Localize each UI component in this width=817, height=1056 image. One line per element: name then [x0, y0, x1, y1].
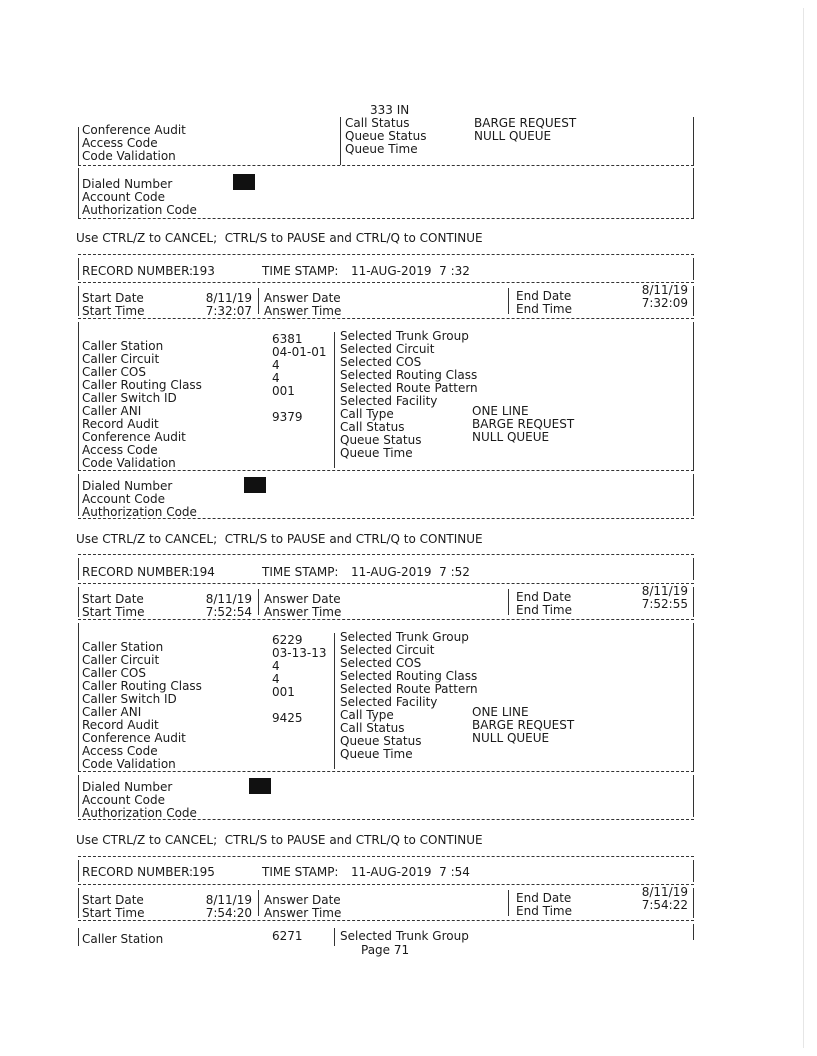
column-divider	[258, 890, 259, 916]
record-number-value: 193	[192, 264, 215, 278]
caller-switch-id-label: Caller Switch ID	[82, 391, 177, 405]
record-number-label: RECORD NUMBER:	[82, 264, 194, 278]
authorization-code-label: Authorization Code	[82, 806, 197, 820]
dialed-number-label: Dialed Number	[82, 177, 173, 191]
call-status-value: BARGE REQUEST	[472, 417, 575, 431]
left-border	[78, 127, 79, 165]
right-border	[693, 860, 694, 882]
continue-prompt: Use CTRL/Z to CANCEL; CTRL/S to PAUSE and CTRL/Q to CONTINUE	[76, 833, 483, 847]
code-validation-label: Code Validation	[82, 149, 176, 163]
record-number-label: RECORD NUMBER:	[82, 865, 194, 879]
divider-line	[78, 218, 694, 219]
right-border	[693, 587, 694, 617]
divider-line	[78, 884, 694, 885]
column-divider	[258, 589, 259, 615]
queue-time-label: Queue Time	[340, 446, 413, 460]
divider-line	[78, 165, 694, 166]
answer-date-label: Answer Date	[264, 291, 341, 305]
column-divider	[258, 288, 259, 314]
divider-line	[78, 282, 694, 283]
record-number-value: 194	[192, 565, 215, 579]
selected-trunk-group-label: Selected Trunk Group	[340, 329, 469, 343]
caller-station-value: 6271	[272, 929, 303, 943]
time-stamp-value: 11-AUG-2019 7 :54	[351, 865, 470, 879]
column-divider	[334, 332, 335, 468]
caller-cos-label: Caller COS	[82, 666, 146, 680]
divider-line	[78, 619, 694, 620]
queue-time-label: Queue Time	[340, 747, 413, 761]
call-type-label: Call Type	[340, 708, 394, 722]
end-date-label: End Date	[516, 289, 572, 303]
caller-routing-class-label: Caller Routing Class	[82, 378, 202, 392]
right-border	[693, 924, 694, 940]
access-code-label: Access Code	[82, 136, 158, 150]
selected-route-pattern-label: Selected Route Pattern	[340, 682, 478, 696]
caller-switch-id-value: 001	[272, 384, 295, 398]
divider-line	[78, 470, 694, 471]
end-date-value: 8/11/19	[641, 885, 688, 899]
queue-time-label: Queue Time	[345, 142, 418, 156]
end-time-value: 7:52:55	[641, 597, 688, 611]
selected-facility-label: Selected Facility	[340, 695, 438, 709]
left-border	[78, 558, 79, 580]
caller-switch-id-label: Caller Switch ID	[82, 692, 177, 706]
selected-trunk-group-label: Selected Trunk Group	[340, 929, 469, 943]
time-stamp-value: 11-AUG-2019 7 :52	[351, 565, 470, 579]
start-time-value: 7:32:07	[205, 304, 252, 318]
record-number-value: 195	[192, 865, 215, 879]
left-border	[78, 286, 79, 316]
selected-facility-label: Selected Facility	[340, 394, 438, 408]
caller-circuit-value: 04-01-01	[272, 345, 327, 359]
right-border	[693, 258, 694, 280]
dialed-number-label: Dialed Number	[82, 780, 173, 794]
queue-status-value: NULL QUEUE	[474, 129, 552, 143]
right-border	[693, 322, 694, 470]
selected-routing-class-label: Selected Routing Class	[340, 368, 478, 382]
start-date-label: Start Date	[82, 592, 144, 606]
divider-line	[78, 318, 694, 319]
right-border	[693, 474, 694, 516]
caller-switch-id-value: 001	[272, 685, 295, 699]
right-border	[693, 775, 694, 817]
end-date-label: End Date	[516, 590, 572, 604]
access-code-label: Access Code	[82, 744, 158, 758]
end-time-label: End Time	[516, 302, 572, 316]
end-time-label: End Time	[516, 904, 572, 918]
queue-status-label: Queue Status	[340, 734, 422, 748]
redaction-block	[244, 477, 266, 493]
selected-routing-class-label: Selected Routing Class	[340, 669, 478, 683]
start-date-value: 8/11/19	[205, 893, 252, 907]
divider-line	[78, 254, 694, 255]
time-stamp-value: 11-AUG-2019 7 :32	[351, 264, 470, 278]
divider-line	[78, 771, 694, 772]
start-date-value: 8/11/19	[205, 291, 252, 305]
call-status-label: Call Status	[340, 420, 405, 434]
time-stamp-label: TIME STAMP:	[262, 865, 339, 879]
column-divider	[508, 589, 509, 615]
selected-cos-label: Selected COS	[340, 355, 422, 369]
page-number: Page 71	[361, 943, 410, 957]
page-edge-shadow	[803, 8, 804, 1048]
time-stamp-label: TIME STAMP:	[262, 264, 339, 278]
answer-time-label: Answer Time	[264, 906, 342, 920]
divider-line	[78, 819, 694, 820]
end-date-value: 8/11/19	[641, 283, 688, 297]
call-status-value: BARGE REQUEST	[474, 116, 577, 130]
divider-line	[78, 856, 694, 857]
caller-circuit-value: 03-13-13	[272, 646, 327, 660]
caller-cos-value: 4	[272, 659, 280, 673]
conference-audit-label: Conference Audit	[82, 731, 186, 745]
caller-circuit-label: Caller Circuit	[82, 352, 160, 366]
call-status-value: BARGE REQUEST	[472, 718, 575, 732]
queue-status-label: Queue Status	[345, 129, 427, 143]
caller-station-label: Caller Station	[82, 640, 164, 654]
divider-line	[78, 583, 694, 584]
divider-line	[78, 920, 694, 921]
trunk-count: 333 IN	[370, 103, 410, 117]
caller-routing-class-value: 4	[272, 672, 280, 686]
redaction-block	[233, 174, 255, 190]
account-code-label: Account Code	[82, 190, 165, 204]
right-border	[693, 623, 694, 771]
right-border	[693, 888, 694, 918]
left-border	[78, 587, 79, 617]
call-type-label: Call Type	[340, 407, 394, 421]
caller-routing-class-label: Caller Routing Class	[82, 679, 202, 693]
record-audit-value: 9379	[272, 410, 303, 424]
selected-circuit-label: Selected Circuit	[340, 342, 435, 356]
left-border	[78, 322, 79, 470]
redaction-block	[249, 778, 271, 794]
left-border	[78, 168, 79, 218]
selected-circuit-label: Selected Circuit	[340, 643, 435, 657]
code-validation-label: Code Validation	[82, 757, 176, 771]
divider-line	[78, 518, 694, 519]
answer-date-label: Answer Date	[264, 592, 341, 606]
selected-trunk-group-label: Selected Trunk Group	[340, 630, 469, 644]
column-divider	[334, 928, 335, 946]
continue-prompt: Use CTRL/Z to CANCEL; CTRL/S to PAUSE and CTRL/Q to CONTINUE	[76, 231, 483, 245]
start-time-label: Start Time	[82, 304, 145, 318]
record-number-label: RECORD NUMBER:	[82, 565, 194, 579]
caller-station-label: Caller Station	[82, 932, 164, 946]
end-time-label: End Time	[516, 603, 572, 617]
end-date-value: 8/11/19	[641, 584, 688, 598]
left-border	[78, 623, 79, 771]
right-border	[693, 286, 694, 316]
start-date-label: Start Date	[82, 291, 144, 305]
end-time-value: 7:32:09	[641, 296, 688, 310]
caller-ani-label: Caller ANI	[82, 404, 142, 418]
selected-route-pattern-label: Selected Route Pattern	[340, 381, 478, 395]
end-time-value: 7:54:22	[641, 898, 688, 912]
column-divider	[508, 890, 509, 916]
left-border	[78, 860, 79, 882]
column-divider	[334, 633, 335, 769]
access-code-label: Access Code	[82, 443, 158, 457]
queue-status-label: Queue Status	[340, 433, 422, 447]
left-border	[78, 474, 79, 516]
left-border	[78, 928, 79, 946]
start-date-value: 8/11/19	[205, 592, 252, 606]
call-type-value: ONE LINE	[472, 705, 529, 719]
conference-audit-label: Conference Audit	[82, 430, 186, 444]
caller-cos-value: 4	[272, 358, 280, 372]
start-date-label: Start Date	[82, 893, 144, 907]
caller-station-value: 6381	[272, 332, 303, 346]
answer-time-label: Answer Time	[264, 304, 342, 318]
account-code-label: Account Code	[82, 793, 165, 807]
selected-cos-label: Selected COS	[340, 656, 422, 670]
start-time-value: 7:52:54	[205, 605, 252, 619]
end-date-label: End Date	[516, 891, 572, 905]
authorization-code-label: Authorization Code	[82, 505, 197, 519]
caller-ani-label: Caller ANI	[82, 705, 142, 719]
start-time-value: 7:54:20	[205, 906, 252, 920]
dialed-number-label: Dialed Number	[82, 479, 173, 493]
right-border	[693, 117, 694, 165]
record-audit-label: Record Audit	[82, 718, 159, 732]
divider-line	[78, 554, 694, 555]
record-audit-label: Record Audit	[82, 417, 159, 431]
queue-status-value: NULL QUEUE	[472, 430, 550, 444]
column-divider	[508, 288, 509, 314]
column-divider	[340, 117, 341, 165]
conference-audit-label: Conference Audit	[82, 123, 186, 137]
answer-time-label: Answer Time	[264, 605, 342, 619]
caller-routing-class-value: 4	[272, 371, 280, 385]
record-audit-value: 9425	[272, 711, 303, 725]
caller-cos-label: Caller COS	[82, 365, 146, 379]
call-status-label: Call Status	[345, 116, 410, 130]
right-border	[693, 558, 694, 580]
continue-prompt: Use CTRL/Z to CANCEL; CTRL/S to PAUSE and CTRL/Q to CONTINUE	[76, 532, 483, 546]
left-border	[78, 888, 79, 918]
start-time-label: Start Time	[82, 605, 145, 619]
queue-status-value: NULL QUEUE	[472, 731, 550, 745]
time-stamp-label: TIME STAMP:	[262, 565, 339, 579]
start-time-label: Start Time	[82, 906, 145, 920]
caller-circuit-label: Caller Circuit	[82, 653, 160, 667]
left-border	[78, 258, 79, 280]
authorization-code-label: Authorization Code	[82, 203, 197, 217]
right-border	[693, 168, 694, 218]
code-validation-label: Code Validation	[82, 456, 176, 470]
call-status-label: Call Status	[340, 721, 405, 735]
account-code-label: Account Code	[82, 492, 165, 506]
call-type-value: ONE LINE	[472, 404, 529, 418]
caller-station-label: Caller Station	[82, 339, 164, 353]
answer-date-label: Answer Date	[264, 893, 341, 907]
caller-station-value: 6229	[272, 633, 303, 647]
left-border	[78, 775, 79, 817]
